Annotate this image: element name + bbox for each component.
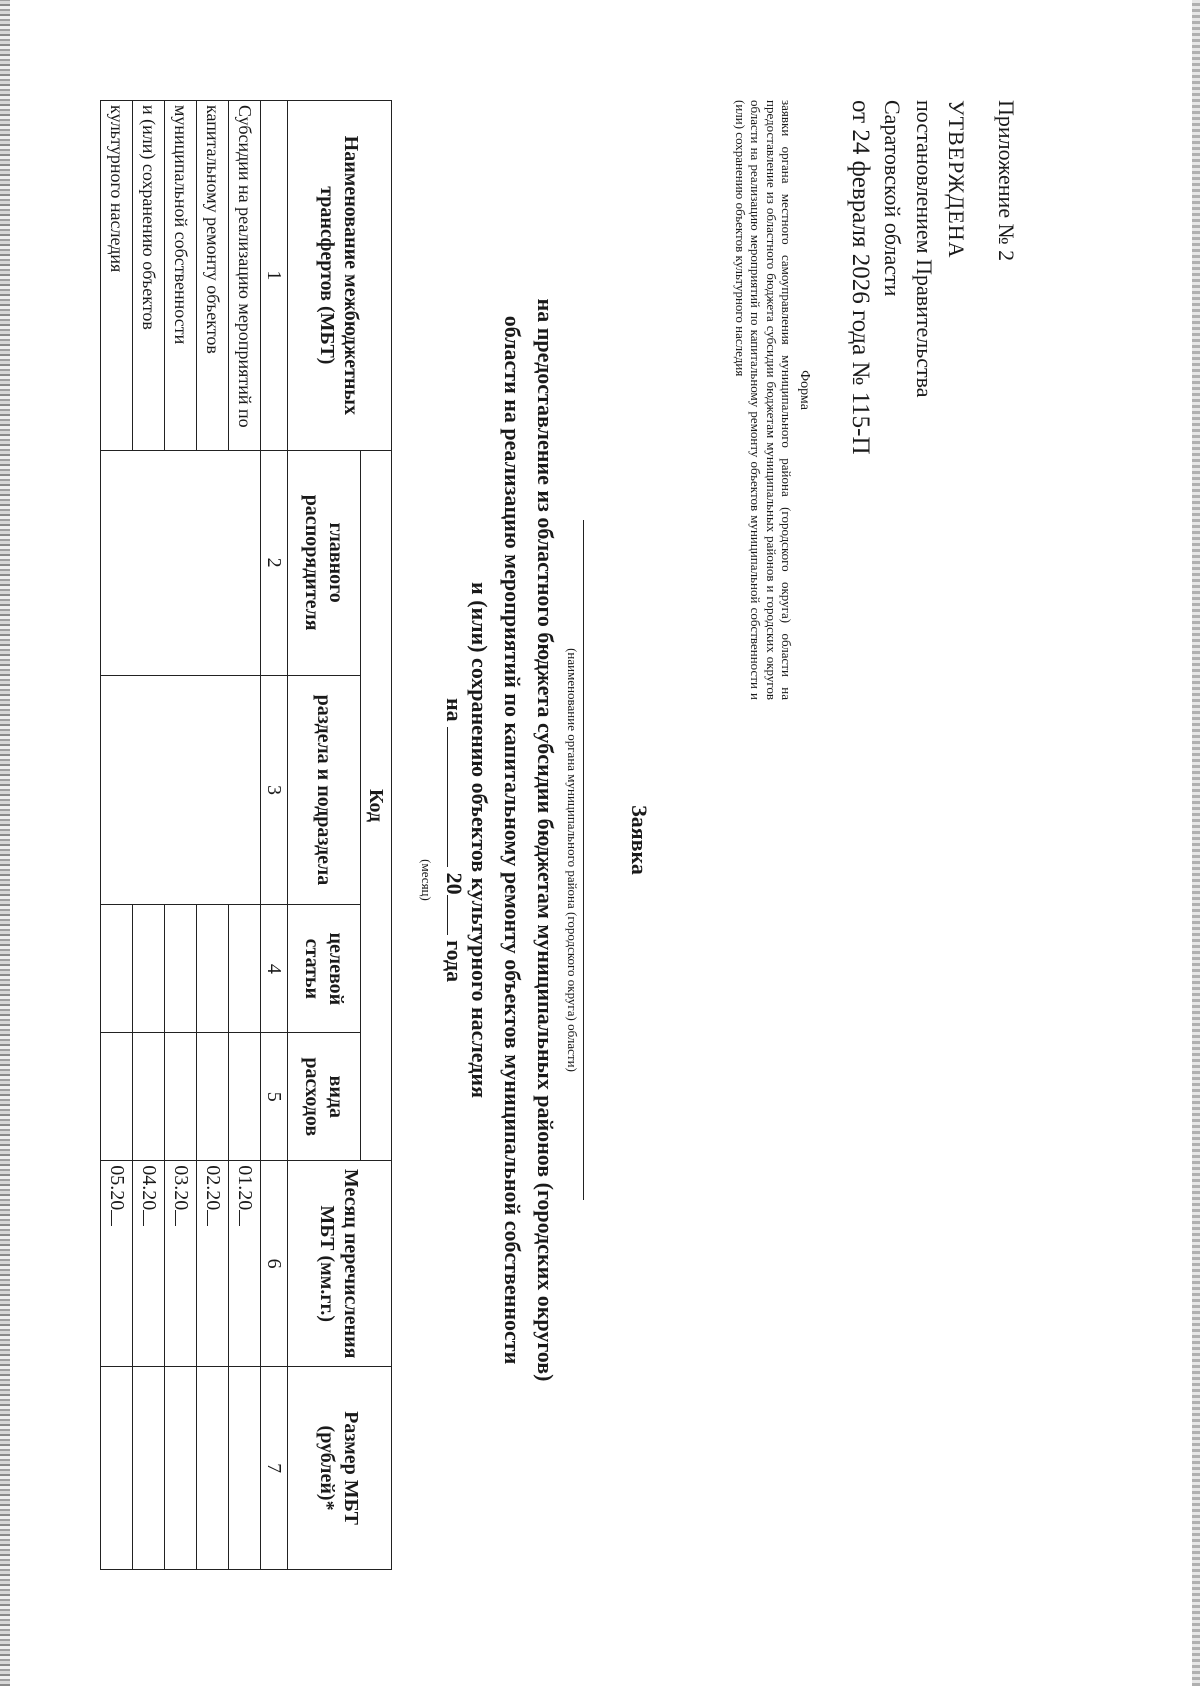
scan-edge-right	[1192, 0, 1200, 1686]
column-number: 7	[261, 1367, 288, 1570]
column-number: 2	[261, 450, 288, 675]
target-cell	[165, 905, 197, 1033]
month-cell	[133, 1161, 165, 1367]
rotated-content	[12, 0, 1192, 1680]
transfer-name-cell: муниципальной собственности	[165, 101, 197, 451]
main-manager-cell	[101, 450, 261, 675]
target-cell	[229, 905, 261, 1033]
year-prefix: 20	[442, 872, 467, 895]
amount-cell	[165, 1367, 197, 1570]
header-expense: вида расходов	[288, 1033, 361, 1161]
approved-label: УТВЕРЖДЕНА	[944, 100, 969, 259]
document-title: Заявка	[627, 805, 652, 875]
request-heading	[463, 100, 562, 1580]
month-value: 03.20	[170, 1165, 192, 1211]
approved-by-line: постановлением Правительства	[912, 100, 937, 398]
period-prefix: на	[442, 697, 467, 722]
month-cell	[229, 1161, 261, 1367]
month-caption: (месяц)	[419, 859, 434, 901]
period-suffix: года	[442, 940, 467, 983]
month-cell	[165, 1161, 197, 1367]
month-value: 05.20	[106, 1165, 128, 1211]
column-number: 6	[261, 1161, 288, 1367]
form-description: заявки органа местного самоуправления муниципального района (городского округа) области на предоставление из областного бюджета субсидии бюджетам муниципальных районов и городских округов области на реализацию мероприятий по капитальному ремонту объектов муниципальной собственности и (или) сохранению объектов культурного наследия	[732, 100, 794, 700]
amount-cell	[133, 1367, 165, 1570]
target-cell	[101, 905, 133, 1033]
header-name: Наименование межбюджетных трансфертов (МБТ)	[288, 101, 392, 451]
approved-date-line: от 24 февраля 2026 года № 115-П	[847, 100, 874, 455]
amount-cell	[197, 1367, 229, 1570]
org-name-caption: (наименование органа муниципального района (городского округа) области)	[565, 648, 580, 1072]
section-cell	[101, 675, 261, 905]
expense-cell	[229, 1033, 261, 1161]
column-number: 3	[261, 675, 288, 905]
org-name-blank-line	[583, 520, 584, 1200]
column-number: 4	[261, 905, 288, 1033]
month-cell	[101, 1161, 133, 1367]
transfers-table	[100, 100, 392, 1570]
month-blank	[447, 727, 466, 867]
header-amount: Размер МБТ (рублей)*	[288, 1367, 392, 1570]
transfer-name-cell: культурного наследия	[101, 101, 133, 451]
expense-cell	[165, 1033, 197, 1161]
period-line	[441, 0, 467, 1680]
scan-edge-left	[0, 0, 10, 1686]
month-value: 02.20	[202, 1165, 224, 1211]
expense-cell	[197, 1033, 229, 1161]
amount-cell	[229, 1367, 261, 1570]
table-row	[229, 101, 261, 1570]
header-main-manager: главного распорядителя	[288, 450, 361, 675]
heading-line-3: и (или) сохранению объектов культурного наследия	[467, 582, 492, 1098]
document-page	[12, 0, 1190, 1686]
appendix-number: Приложение № 2	[994, 100, 1019, 262]
header-month: Месяц перечисления МБТ (мм.гг.)	[288, 1161, 392, 1367]
heading-line-2: области на реализацию мероприятий по капитальному ремонту объектов муниципальной собственности	[500, 315, 525, 1365]
target-cell	[197, 905, 229, 1033]
month-value: 04.20	[138, 1165, 160, 1211]
approved-region-line: Саратовской области	[880, 100, 905, 297]
amount-cell	[101, 1367, 133, 1570]
approval-stamp	[844, 100, 1022, 660]
year-blank	[447, 895, 466, 935]
header-section: раздела и подраздела	[288, 675, 361, 905]
form-label: Форма	[797, 370, 812, 410]
target-cell	[133, 905, 165, 1033]
heading-line-1: на предоставление из областного бюджета субсидии бюджетам муниципальных районов (городских округов)	[533, 298, 558, 1382]
column-number: 1	[261, 101, 288, 451]
transfer-name-cell: и (или) сохранению объектов	[133, 101, 165, 451]
expense-cell	[133, 1033, 165, 1161]
transfer-name-cell: Субсидии на реализацию мероприятий по	[229, 101, 261, 451]
month-cell	[197, 1161, 229, 1367]
transfer-name-cell: капитальному ремонту объектов	[197, 101, 229, 451]
column-number: 5	[261, 1033, 288, 1161]
header-target: целевой статьи	[288, 905, 361, 1033]
expense-cell	[101, 1033, 133, 1161]
month-value: 01.20	[234, 1165, 256, 1211]
header-code: Код	[361, 450, 392, 1161]
